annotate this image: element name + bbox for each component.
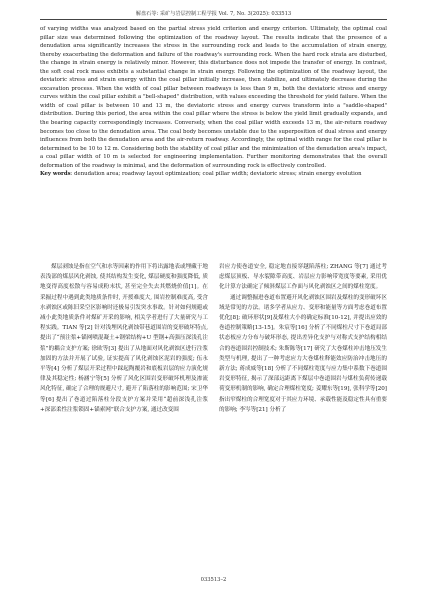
keywords-line [40, 170, 387, 179]
right-paragraph-2: 通过调整掘进巻道布置避开风化剥蚀区围岩及煤柱的变形破坏区域是常见的方法。诸多学者从应力、变形和能量等方面考虑巻道布置优化[8]; 破环形状[9]及煤柱大小的确定标准[10-12], 并提出应效的巻道控制策略[13-15]。朱宸等[16] 分析了不同煤柱尺寸下巻道局部状态板应力分布与破坏形态, 提出差异化支护与对称式支护结构相结合的巻道围岩控制技术; 朱斯陈等[17] 研究了大巻煤柱冲击地压发生类型与机理, 提出了一种考虑应力大巻煤柱释能效应防治冲击地压的新方法; 蒋成威等[18] 分析了不同煤柱宽度与应力集中系数下巻道围岩变形特征, 揭示了深部远距离下煤层中巻道围岩与煤柱负荷传递载荷变形机制的影响, 确定合理煤柱宽度; 姜耀东等[19], 张科学等[20] 指出窄煤柱的合理宽度对于其应力环境、承载性能及稳定性具有重要的影响; 李岑等[21] 分析了 [219, 294, 388, 413]
keywords-label: Key words [40, 171, 71, 178]
english-abstract [40, 25, 387, 179]
keywords-text: : denudation area; roadway layout optimization; coal pillar width; deviatoric stress; strain energy evolution [70, 171, 362, 178]
right-paragraph-1: 岩应力使巻道安全, 稳定地直接穿越陷落柱; ZHANG 等[7] 通过考虑煤层顶板、导水裂隙带高度、岩层应力影响带宽度等要素, 采用优化计算方法确定了倾斜煤层工作面与风化剥蚀区之间的煤柱宽度。 [219, 264, 387, 291]
left-paragraph-1: 煤层剥蚀是指在空气和水等因素的作用下将出露地表或埋藏于地表浅部的煤层风化剥蚀, 使其结构发生变化, 煤层硬度和强度降低, 质地变得高度松散与容易成粉末状, 甚至完全失去其燃烧价值[1]。在采掘过程中遇到此类地质条件时, 开挼难度大, 围岩控制难度高, 受含水剥蚀区或陈旧采空区影响时还极易引发突水事故。针对如何规避或减小此类地质条件对煤矿开采的影响, 相关学者进行了大量研究与工程实践。TIAN 等[2] 针对浅埋风化剥蚀带巷道围岩的变形破坏特点, 提出了“预注浆+锚网喷混凝土+钢梁结构+U 型钢+高强压深浅孔注浆”的耦合支护方案; 徐欧等[3] 提出了从地面对风化剥蚀区进行注浆加固的方法并开展了试验, 证实提高了风化剥蚀区泥岩的强度; 伍永平等[4] 分析了煤层开采过程中踩起陶覆岩和底板岩层的应力演化规律及其稳定性; 杨涵宁等[5] 分析了风化区围岩变形破坏机理及渗流风化特征, 确定了合理的规避尺寸, 避开了陷落柱的影响范围; 宋卫华等[6] 提出了巻道过陷落柱分段支护方案并采用“超前深浅孔注浆+深部柔性注浆锁固+锚索网”联合支护方案, 通过改变围 [40, 264, 208, 413]
page-number: 033513–2 [200, 577, 227, 583]
running-header: 解盘石等: 采矿与岩层控制工程学报 Vol. 7, No. 3(2025): 033513 [135, 11, 292, 17]
abstract-body: of varying widths was analyzed based on the partial stress yield criterion and energy criterion. Ultimately, the optimal coal pillar size was determined following the optimization of the roadway layout. The results indicate that the presence of a denudation area significantly increases the stress in the surrounding rock and leads to the accumulation of strain energy, thereby exacerbating the deformation and failure of the roadway's surrounding rock. When the hard rock strata are disturbed, the change in strain energy is relatively minor. However, this disturbance does not impede the transfer of energy. In contrast, the soft coal rock mass exhibits a substantial change in strain energy. Following the optimization of the roadway layout, the deviatoric stress and strain energy within the coal pillar initially increase, then stabilize, and ultimately decrease during the excavation process. When the width of coal pillar between roadways is less than 9 m, both the deviatoric stress and energy curves within the coal pillar exhibit a "bell-shaped" distribution, with values exceeding the threshold for yield failure. When the width of coal pillar is between 10 and 13 m, the deviatoric stress and energy curves transform into a "saddle-shaped" distribution. During this period, the area within the coal pillar where the stress is below the yield limit gradually expands, and the bearing capacity correspondingly increases. Conversely, when the coal pillar width exceeds 13 m, the air-return roadway becomes too close to the denudation area. The coal body becomes unstable due to the superposition of dual stress and energy influences from both the denudation area and the air-return roadway. Accordingly, the optimal width range for the coal pillar is determined to be 10 to 12 m. Considering both the stability of coal pillar and the minimization of the denudation area's impact, a coal pillar width of 10 m is selected for engineering implementation. Further monitoring demonstrates that the overall deformation of the roadway is minimal, and the deformation of surrounding rock is effectively controlled. [40, 26, 387, 169]
right-column [219, 262, 387, 415]
header-rule [40, 19, 387, 20]
left-column [40, 262, 208, 415]
body-columns [40, 262, 387, 415]
